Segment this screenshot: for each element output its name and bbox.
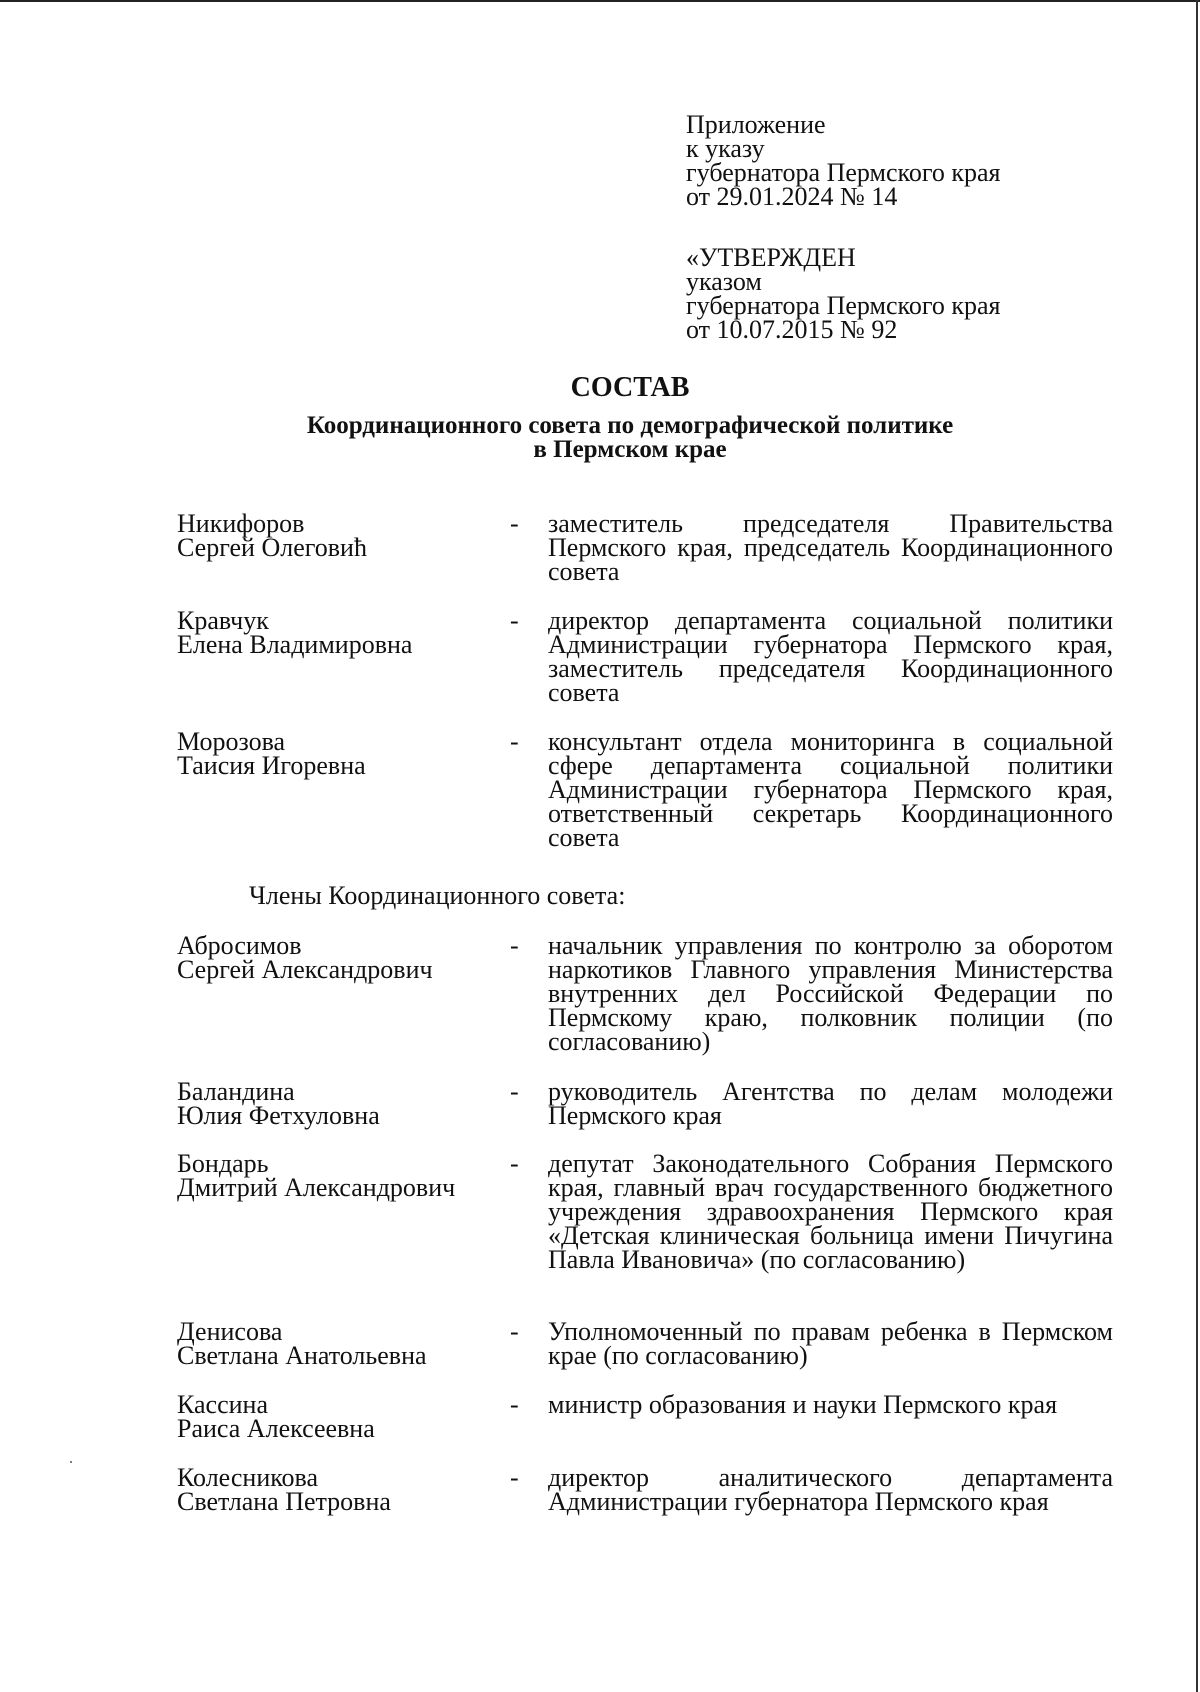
appendix-block [686, 110, 1001, 211]
member-name [177, 1317, 510, 1370]
member-surname: Баландина [177, 1077, 295, 1106]
member-given-name: Светлана Петровна [177, 1487, 391, 1516]
member-dash: - [510, 1463, 519, 1492]
member-name [177, 1077, 510, 1130]
member-name [177, 1390, 510, 1443]
document-title: СОСТАВ [570, 372, 690, 403]
member-row [177, 509, 1113, 586]
subtitle-line: Координационного совета по демографической политике [306, 412, 954, 439]
member-given-name: Таисия Игоревна [177, 751, 366, 780]
member-name [177, 606, 510, 659]
member-given-name: Светлана Анатольевна [177, 1341, 427, 1370]
member-surname: Бондарь [177, 1149, 269, 1178]
appendix-line: от 29.01.2024 № 14 [686, 182, 898, 211]
appendix-line: Приложение [686, 110, 826, 139]
member-given-name: Юлия Фетхуловна [177, 1101, 380, 1130]
member-surname: Денисова [177, 1317, 283, 1346]
member-dash: - [510, 1149, 519, 1178]
page-top-border [0, 0, 1200, 2]
member-name [177, 1149, 510, 1202]
member-position: начальник управления по контролю за оборотом наркотиков Главного управления Министерства внутренних дел Российской Федерации по Пермскому краю, полковник полиции (по согласованию) [548, 931, 1113, 1056]
member-position: консультант отдела мониторинга в социальной сфере департамента социальной политики Администрации губернатора Пермского края, ответственный секретарь Координационного совета [548, 727, 1113, 852]
appendix-line: губернатора Пермского края [686, 158, 1001, 187]
member-position: заместитель председателя Правительства Пермского края, председатель Координационного совета [548, 509, 1113, 586]
member-given-name: Раиса Алексеевна [177, 1414, 375, 1443]
member-position: министр образования и науки Пермского края [548, 1390, 1058, 1419]
member-row [177, 1149, 1113, 1274]
member-surname: Кассина [177, 1390, 268, 1419]
member-row [177, 606, 1113, 707]
member-dash: - [510, 727, 519, 756]
member-row [177, 1463, 1113, 1516]
member-position: директор аналитического департамента Администрации губернатора Пермского края [548, 1463, 1113, 1516]
member-position: Уполномоченный по правам ребенка в Пермском крае (по согласованию) [548, 1317, 1113, 1370]
member-dash: - [510, 509, 519, 538]
member-position: руководитель Агентства по делам молодежи Пермского края [548, 1077, 1113, 1130]
approved-line: «УТВЕРЖДЕН [686, 243, 856, 272]
member-row [177, 1077, 1113, 1130]
subtitle-line: в Пермском крае [533, 436, 727, 463]
member-dash: - [510, 931, 519, 960]
members-section-label: Члены Координационного совета: [249, 881, 626, 910]
approved-block [686, 243, 1001, 344]
member-surname: Кравчук [177, 606, 269, 635]
member-name [177, 509, 510, 562]
member-name [177, 931, 510, 984]
member-surname: Абросимов [177, 931, 302, 960]
approved-line: указом [686, 267, 762, 296]
member-dash: - [510, 1077, 519, 1106]
appendix-line: к указу [686, 134, 765, 163]
member-given-name: Елена Владимировна [177, 630, 413, 659]
member-surname: Никифоров [177, 509, 305, 538]
member-name [177, 1463, 510, 1516]
member-row [177, 1317, 1113, 1370]
member-dash: - [510, 1390, 519, 1419]
member-name [177, 727, 510, 780]
member-row [177, 1390, 1113, 1443]
member-position: директор департамента социальной политики Администрации губернатора Пермского края, заместитель председателя Координационного совета [548, 606, 1113, 707]
member-surname: Колесникова [177, 1463, 319, 1492]
document-subtitle [30, 414, 1200, 462]
member-dash: - [510, 606, 519, 635]
member-given-name: Сергей Олеговић [177, 533, 367, 562]
member-surname: Морозова [177, 727, 286, 756]
member-dash: - [510, 1317, 519, 1346]
member-position: депутат Законодательного Собрания Пермского края, главный врач государственного бюджетного учреждения здравоохранения Пермского края «Детская клиническая больница имени Пичугина Павла Ивановича» (по согласованию) [548, 1149, 1113, 1274]
member-given-name: Дмитрий Александрович [177, 1173, 456, 1202]
scan-speck [70, 1461, 72, 1463]
page-right-border [1196, 0, 1198, 1692]
member-given-name: Сергей Александрович [177, 955, 433, 984]
approved-line: губернатора Пермского края [686, 291, 1001, 320]
approved-line: от 10.07.2015 № 92 [686, 315, 898, 344]
member-row [177, 931, 1113, 1056]
member-row [177, 727, 1113, 852]
